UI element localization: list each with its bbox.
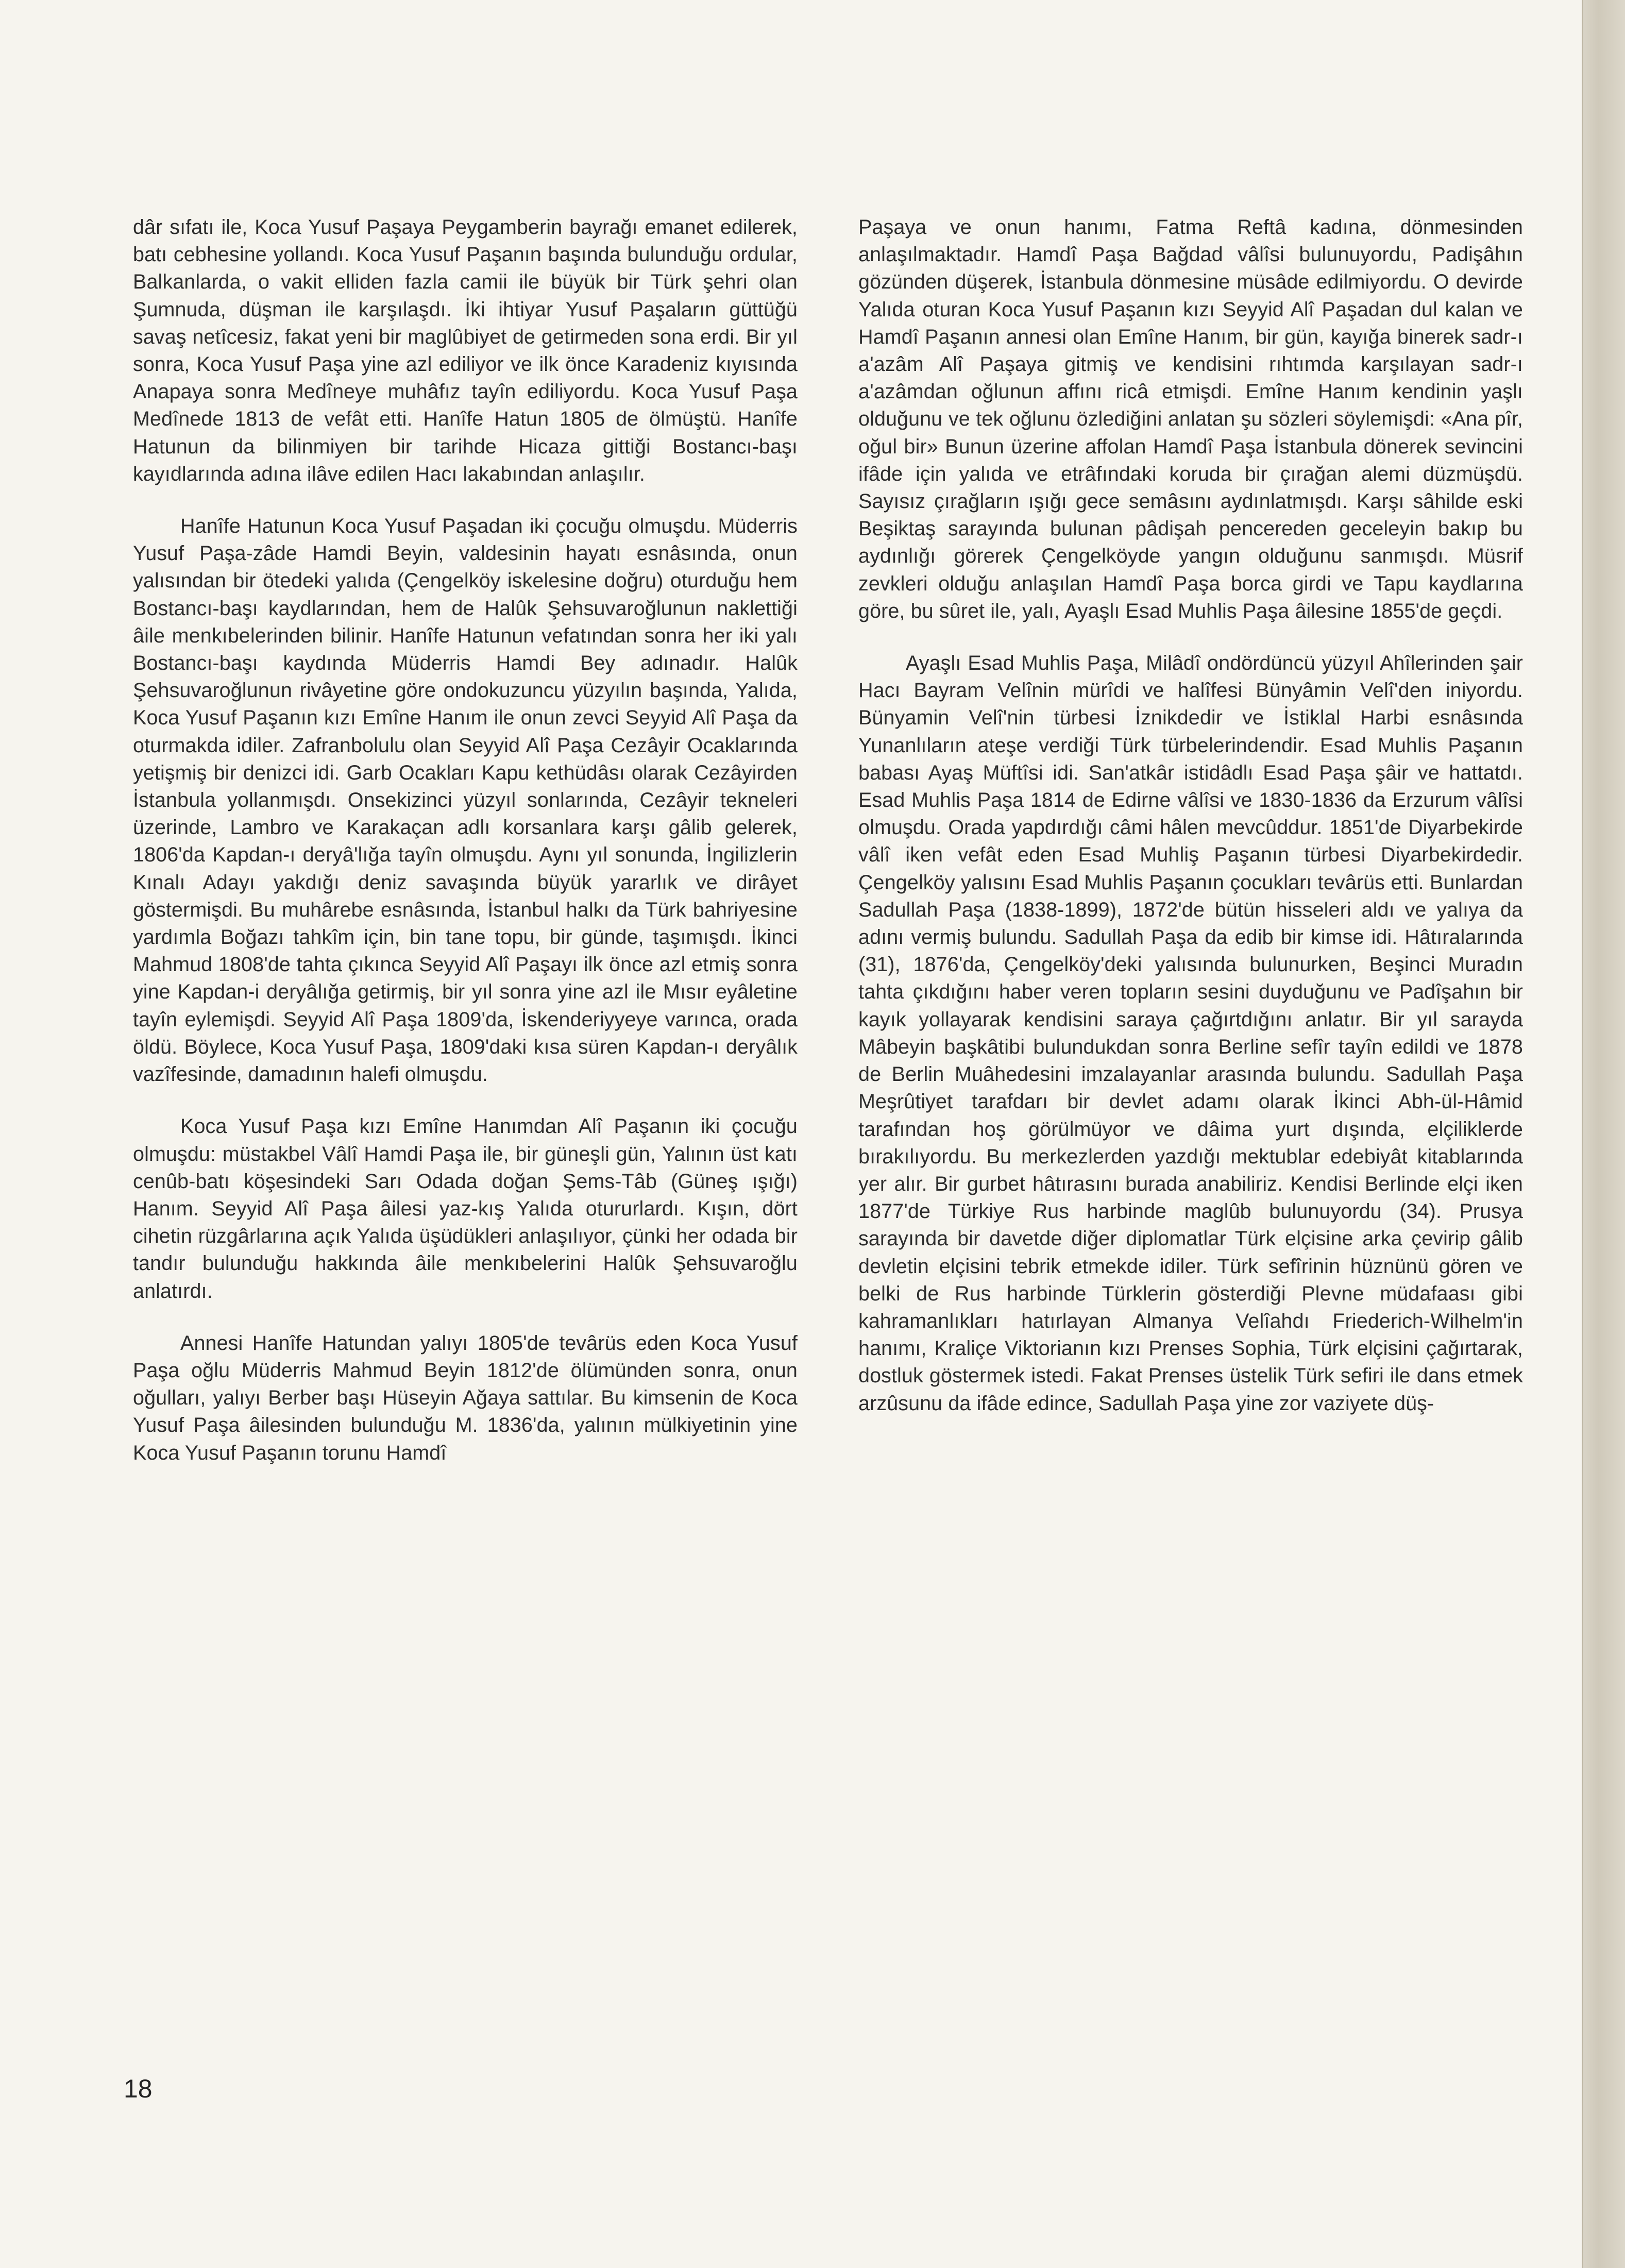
paragraph: Hanîfe Hatunun Koca Yusuf Paşadan iki çocuğu olmuşdu. Müderris Yusuf Paşa-zâde Hamdi Beyin, valdesinin hayatı esnâsında, onun yalısından bir ötedeki yalıda (Çengelköy iskelesine doğru) oturduğu hem Bostancı-başı kaydlarından, hem de Halûk Şehsuvaroğlunun naklettiği âile menkıbelerinden bilinir. Hanîfe Hatunun vefatından sonra her iki yalı Bostancı-başı kaydında Müderris Hamdi Bey adınadır. Halûk Şehsuvaroğlunun rivâyetine göre ondokuzuncu yüzyılın başında, Yalıda, Koca Yusuf Paşanın kızı Emîne Hanım ile onun zevci Seyyid Alî Paşa da oturmakda idiler. Zafranbolulu olan Seyyid Alî Paşa Cezâyir Ocaklarında yetişmiş bir denizci idi. Garb Ocakları Kapu kethüdâsı olarak Cezâyirden İstanbula yollanmışdı. Onsekizinci yüzyıl sonlarında, Cezâyir tekneleri üzerinde, Lambro ve Karakaçan adlı korsanlara karşı gâlib gelerek, 1806'da Kapdan-ı deryâ'lığa tayîn olmuşdu. Aynı yıl sonunda, İngilizlerin Kınalı Adayı yakdığı deniz savaşında büyük yararlık ve dirâyet göstermişdi. Bu muhârebe esnâsında, İstanbul halkı da Türk bahriyesine yardımla Boğazı tahkîm için, bin tane topu, bir günde, taşımışdı. İkinci Mahmud 1808'de tahta çıkınca Seyyid Alî Paşayı ilk önce azl etmiş sonra yine Kapdan-i deryâlığa getirmiş, bir yıl sonra yine azl ile Mısır eyâletine tayîn eylemişdi. Seyyid Alî Paşa 1809'da, İskenderiyyeye varınca, orada öldü. Böylece, Koca Yusuf Paşa, 1809'daki kısa süren Kapdan-ı deryâlık vazîfesinde, damadının halefi olmuşdu. bbox=[133, 515, 798, 1086]
paragraph: Koca Yusuf Paşa kızı Emîne Hanımdan Alî Paşanın iki çocuğu olmuşdu: müstakbel Vâlî Hamdi Paşa ile, bir güneşli gün, Yalının üst katı cenûb-batı köşesindeki Sarı Odada doğan Şems-Tâb (Güneş ışığı) Hanım. Seyyid Alî Paşa âilesi yaz-kış Yalıda otururlardı. Kışın, dört cihetin rüzgârlarına açık Yalıda üşüdükleri anlaşılıyor, çünki her odada bir tandır bulunduğu hakkında âile menkıbelerini Halûk Şehsuvaroğlu anlatırdı. bbox=[133, 1115, 798, 1302]
page-number: 18 bbox=[124, 2074, 153, 2103]
paragraph: Paşaya ve onun hanımı, Fatma Reftâ kadına, dönmesinden anlaşılmaktadır. Hamdî Paşa Bağdad vâlîsi bulunuyordu, Padişâhın gözünden düşerek, İstanbula dönmesine müsâde edilmiyordu. O devirde Yalıda oturan Koca Yusuf Paşanın kızı Seyyid Alî Paşadan dul kalan ve Hamdî Paşanın annesi olan Emîne Hanım, bir gün, kayığa binerek sadr-ı a'azâm Alî Paşaya gitmiş ve kendisini rıhtımda karşılayan sadr-ı a'azâmdan oğlunun affını ricâ etmişdi. Emîne Hanım kendinin yaşlı olduğunu ve tek oğlunu özlediğini anlatan şu sözleri söylemişdi: «Ana pîr, oğul bir» Bunun üzerine affolan Hamdî Paşa İstanbula dönerek sevincini ifâde için yalıda ve etrâfındaki koruda bir çırağan alemi düzmüşdü. Sayısız çırağların ışığı gece semâsını aydınlatmışdı. Karşı sâhilde eski Beşiktaş sarayında bulunan pâdişah pencereden geceleyin bakıp bu aydınlığı görerek Çengelköyde yangın olduğunu sanmışdı. Müsrif zevkleri olduğu anlaşılan Hamdî Paşa borca girdi ve Tapu kaydlarına göre, bu sûret ile, yalı, Ayaşlı Esad Muhlis Paşa âilesine 1855'de geçdi. bbox=[858, 216, 1523, 622]
book-binding-edge bbox=[1582, 0, 1625, 2268]
right-text-column bbox=[858, 214, 1523, 1442]
paragraph: Annesi Hanîfe Hatundan yalıyı 1805'de tevârüs eden Koca Yusuf Paşa oğlu Müderris Mahmud Beyin 1812'de ölümünden sonra, onun oğulları, yalıyı Berber başı Hüseyin Ağaya sattılar. Bu kimsenin de Koca Yusuf Paşa âilesinden bulunduğu M. 1836'da, yalının mülkiyetinin yine Koca Yusuf Paşanın torunu Hamdî bbox=[133, 1331, 798, 1464]
paragraph: dâr sıfatı ile, Koca Yusuf Paşaya Peygamberin bayrağı emanet edilerek, batı cebhesine yollandı. Koca Yusuf Paşanın başında bulunduğu ordular, Balkanlarda, o vakit elliden fazla camii ile büyük bir Türk şehri olan Şumnuda, düşman ile karşılaşdı. İki ihtiyar Yusuf Paşaların güttüğü savaş netîcesiz, fakat yeni bir maglûbiyet de getirmeden sona erdi. Bir yıl sonra, Koca Yusuf Paşa yine azl ediliyor ve ilk önce Karadeniz kıyısında Anapaya sonra Medîneye muhâfız tayîn ediliyordu. Koca Yusuf Paşa Medînede 1813 de vefât etti. Hanîfe Hatun 1805 de ölmüştü. Hanîfe Hatunun da bilinmiyen bir tarihde Hicaza gittiği Bostancı-başı kayıdlarında adına ilâve edilen Hacı lakabından anlaşılır. bbox=[133, 216, 798, 485]
paragraph: Ayaşlı Esad Muhlis Paşa, Milâdî ondördüncü yüzyıl Ahîlerinden şair Hacı Bayram Velînin mürîdi ve halîfesi Bünyâmin Velî'den iniyordu. Bünyamin Velî'nin türbesi İznikdedir ve İstiklal Harbi esnâsında Yunanlıların ateşe verdiği Türk türbelerindendir. Esad Muhlis Paşanın babası Ayaş Müftîsi idi. San'atkâr istidâdlı Esad Paşa şâir ve hattatdı. Esad Muhlis Paşa 1814 de Edirne vâlîsi ve 1830-1836 da Erzurum vâlîsi olmuşdu. Orada yapdırdığı câmi hâlen mevcûddur. 1851'de Diyarbekirde vâlî iken vefât eden Esad Muhliş Paşanın türbesi Diyarbekirdedir. Çengelköy yalısını Esad Muhlis Paşanın çocukları tevârüs etti. Bunlardan Sadullah Paşa (1838-1899), 1872'de bütün hisseleri aldı ve yalıya da adını vermiş bulundu. Sadullah Paşa da edib bir kimse idi. Hâtıralarında (31), 1876'da, Çengelköy'deki yalısında bulunurken, Beşinci Muradın tahta çıkdığını haber veren topların sesini duyduğunu ve Padîşahın bir kayık yollayarak kendisini saraya çağırtdığını anlatır. Bir yıl sarayda Mâbeyin başkâtibi bulundukdan sonra Berline sefîr tayîn edildi ve 1878 de Berlin Muâhedesini imzalayanlar arasında bulundu. Sadullah Paşa Meşrûtiyet tarafdarı bir devlet adamı olarak İkinci Abh-ül-Hâmid tarafından hoş görülmüyor ve dâima yurt dışında, elçiliklerde bırakılıyordu. Bu merkezlerden yazdığı mektublar edebiyât kitablarında yer alır. Bir gurbet hâtırasını burada anabiliriz. Kendisi Berlinde elçi iken 1877'de Türkiye Rus harbinde maglûb bulunuyordu (34). Prusya sarayında bir davetde diğer diplomatlar Türk elçisine arka çevirip gâlib devletin elçisini tebrik etmekde idiler. Türk sefîrinin hüznünü gören ve belki de Rus harbinde Türklerin gösterdiği Plevne müdafaası gibi kahramanlıkları hatırlayan Almanya Velîahdı Friederich-Wilhelm'in hanımı, Kraliçe Viktorianın kızı Prenses Sophia, Türk elçisini çağırtarak, dostluk göstermek istedi. Fakat Prenses üstelik Türk sefiri ile dans etmek arzûsunu da ifâde edince, Sadullah Paşa yine zor vaziyete düş- bbox=[858, 652, 1523, 1415]
left-text-column bbox=[133, 214, 798, 1492]
